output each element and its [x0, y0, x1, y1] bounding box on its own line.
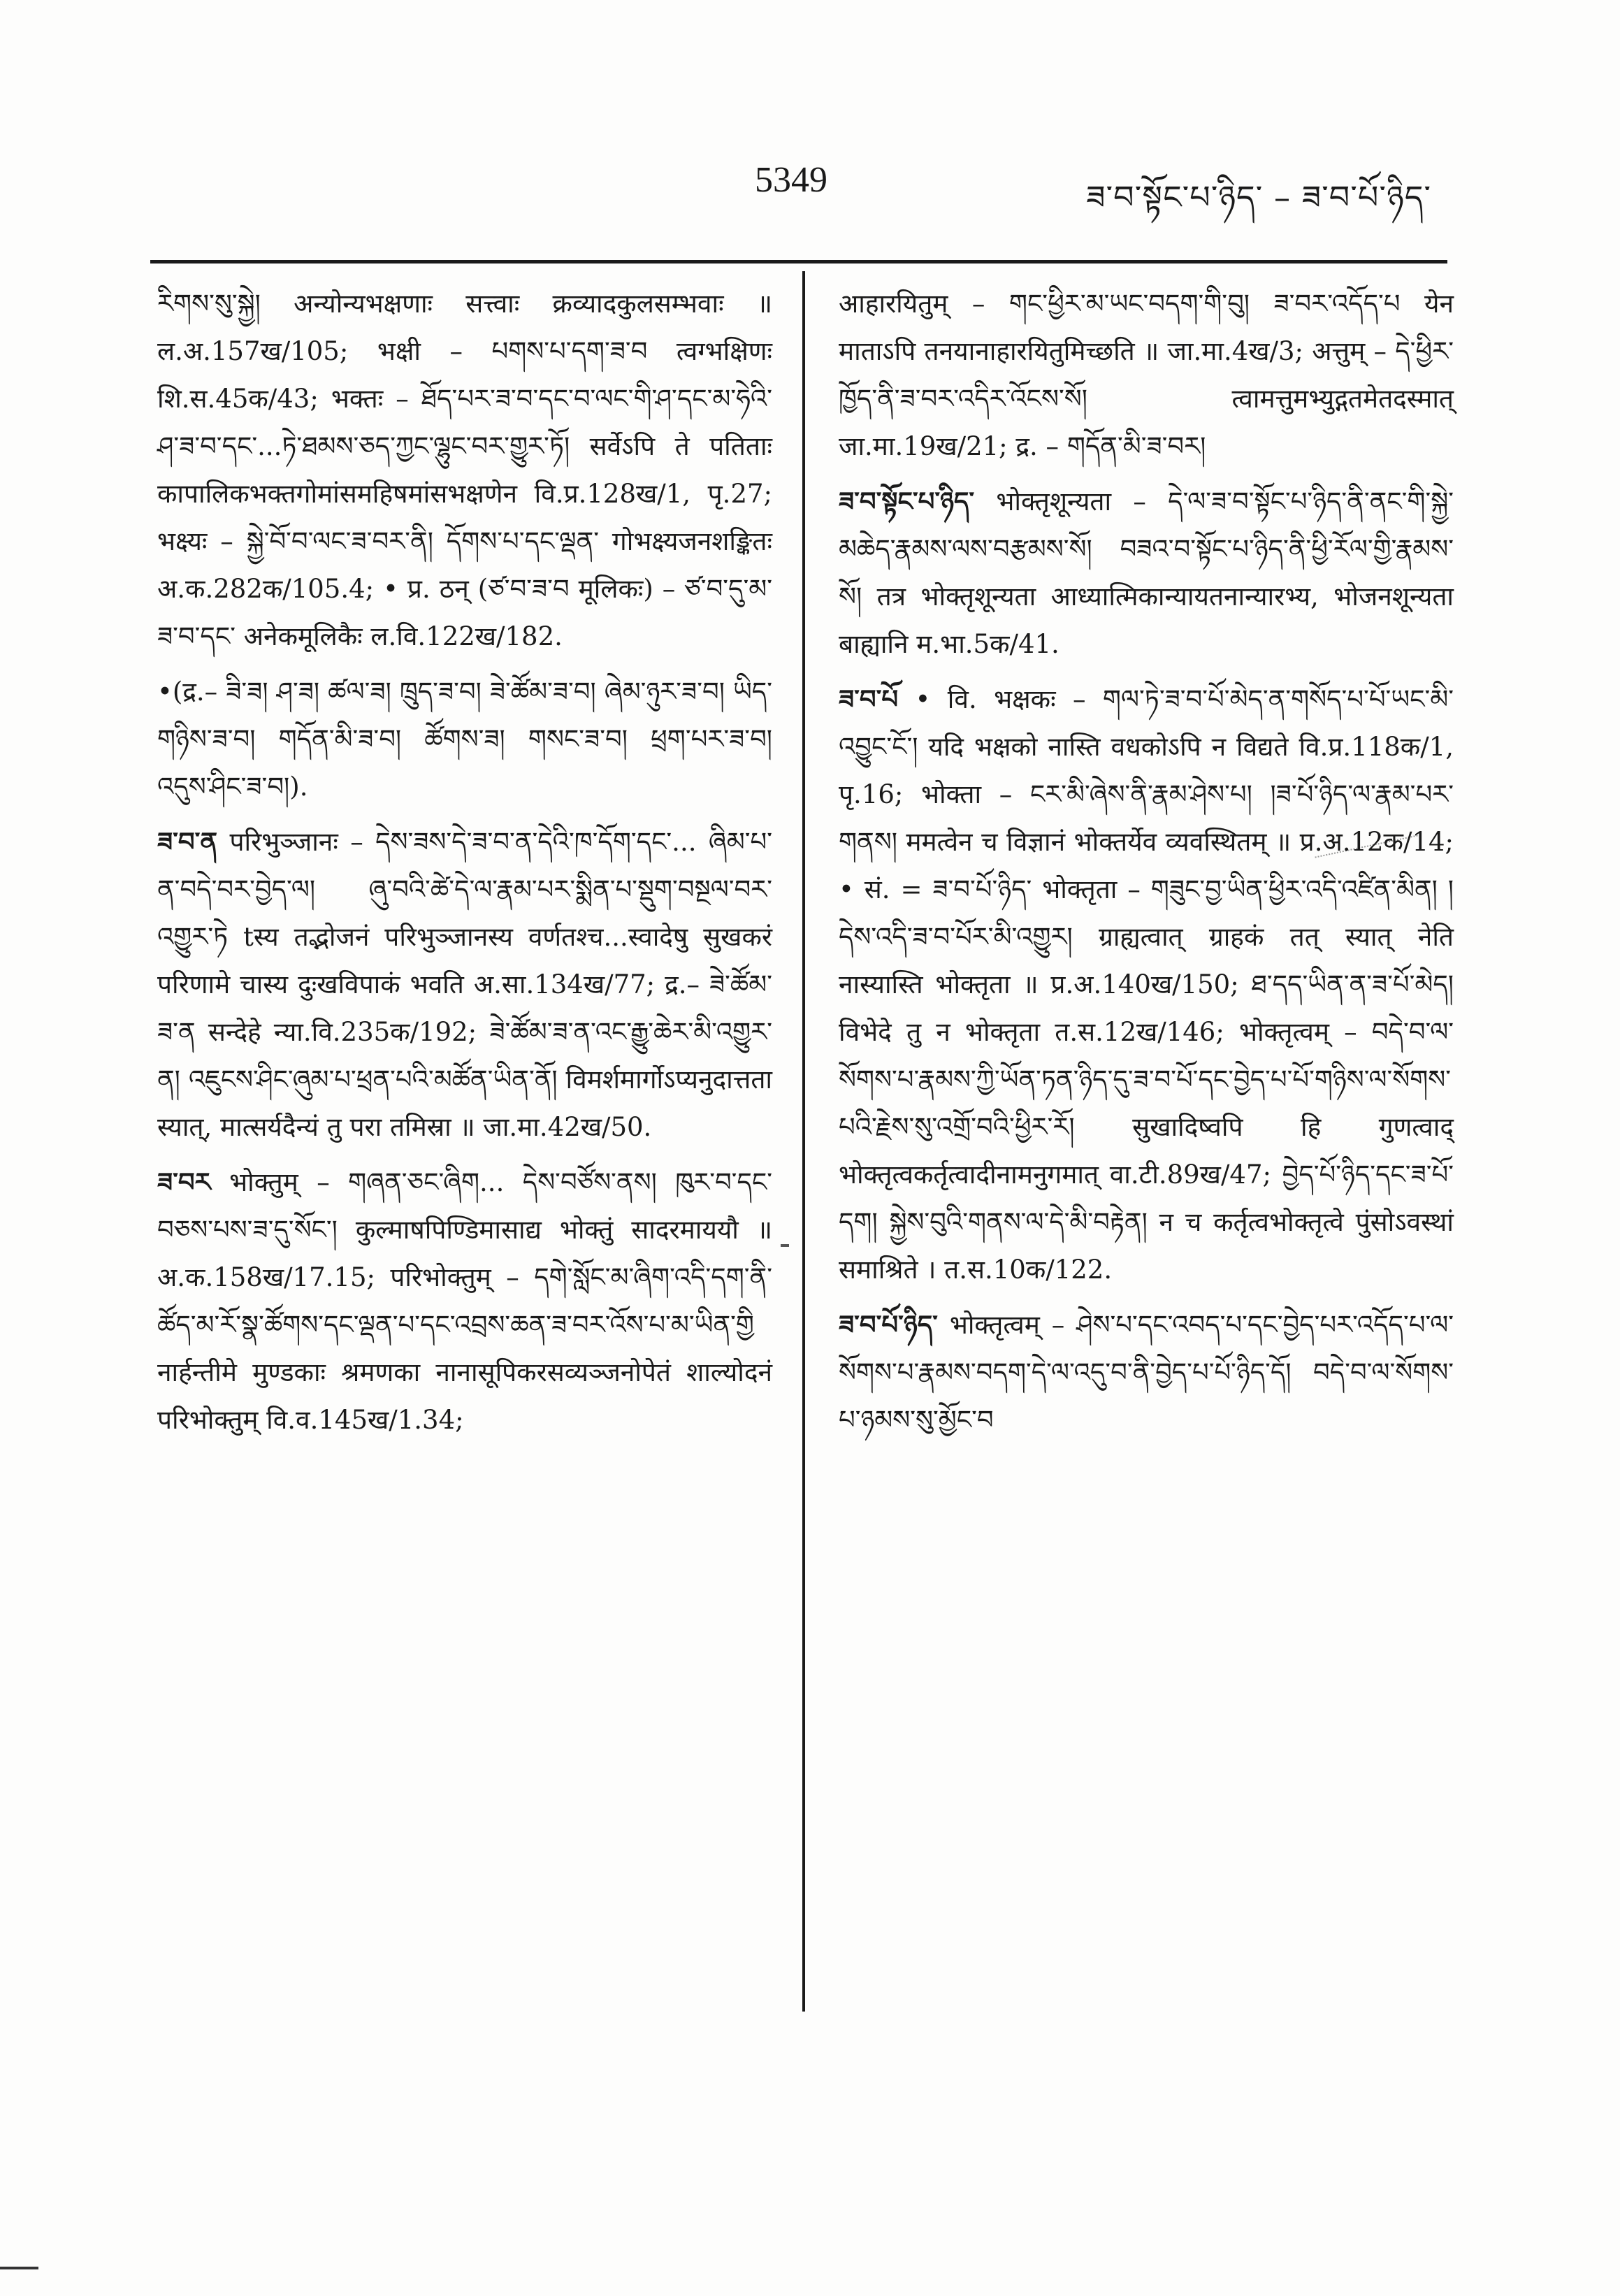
left-column [157, 280, 772, 1451]
entry-text: भोक्तुम् – གཞན་ཅང་ཞིག... དེས་བཙོས་ནས། ཁུར་བ་དང་བཅས་པས་ཟ་དུ་སོང་། कुल्माषपिण्डिमासाद्य भोक्तुं सादरमाययौ ॥ अ.क.158ख/17.15; परिभोक्तुम् – དགེ་སློང་མ་ཞིག་འདི་དག་ནི་ཚོད་མ་རོ་སྣ་ཚོགས་དང་ལྡན་པ་དང་འབྲས་ཆན་ཟ་བར་འོས་པ་མ་ཡིན་གྱི नार्हन्तीमे मुण्डकाः श्रमणका नानासूपिकरसव्यञ्जनोपेतं शाल्योदनं परिभोक्तुम् वि.व.145ख/1.34; [157, 1167, 772, 1435]
dictionary-entry [839, 477, 1454, 668]
entry-lemma: ཟ་བ་སྟོང་པ་ཉིད་ [839, 486, 975, 517]
dictionary-entry [157, 280, 772, 660]
header-rule [150, 260, 1447, 263]
entry-lemma: ཟ་བ་པོ [839, 684, 899, 714]
dictionary-entry [839, 280, 1454, 470]
page-number: 5349 [755, 160, 827, 200]
dictionary-entry [839, 675, 1454, 1294]
entry-text: རིགས་སུ་སྐྱེ། अन्योन्यभक्षणाः सत्त्वाः क्रव्यादकुलसम्भवाः ॥ ल.अ.157ख/105; भक्षी – པགས་པ་དག་ཟ་བ त्वग्भक्षिणः शि.स.45क/43; भक्तः – ཐོད་པར་ཟ་བ་དང་བ་ལང་གི་ཤ་དང་མ་ཧེའི་ཤ་ཟ་བ་དང་...ཏེ་ཐམས་ཅད་ཀྱང་ལྷུང་བར་གྱུར་ཏོ། सर्वेऽपि ते पतिताः कापालिकभक्तगोमांसमहिषमांसभक्षणेन वि.प्र.128ख/1, पृ.27; भक्ष्यः – སྐྱེ་བོ་བ་ལང་ཟ་བར་ནི། དོགས་པ་དང་ལྡན་ गोभक्ष्यजनशङ्कितः अ.क.282क/105.4; • प्र. ठन् (ཙ་བ་ཟ་བ मूलिकः) – ཙ་བ་དུ་མ་ཟ་བ་དང་ अनेकमूलिकैः ल.वि.122ख/182. [157, 289, 772, 651]
column-rule [802, 271, 805, 2012]
entry-text: भोक्तृशून्यता – དེ་ལ་ཟ་བ་སྟོང་པ་ཉིད་ནི་ནང་གི་སྐྱེ་མཆེད་རྣམས་ལས་བརྩམས་སོ། བཟའ་བ་སྟོང་པ་ཉིད་ནི་ཕྱི་རོལ་གྱི་རྣམས་སོ། तत्र भोक्तृशून्यता आध्यात्मिकान्यायतनान्यारभ्य, भोजनशून्यता बाह्यानि म.भा.5क/41. [839, 486, 1454, 659]
entry-text: •(द्र.– ཟི་ཟ། ཤ་ཟ། ཚལ་ཟ། ཁྲུད་ཟ་བ། ཟེ་ཚོམ་ཟ་བ། ཞེམ་ཉུར་ཟ་བ། ཡིད་གཉིས་ཟ་བ། གདོན་མི་ཟ་བ། ཚོགས་ཟ། གསང་ཟ་བ། ཕྲག་པར་ཟ་བ། འདུས་ཤིང་ཟ་བ།). [157, 677, 772, 802]
dictionary-entry [157, 1158, 772, 1444]
side-tick [781, 1244, 789, 1247]
dictionary-entry [839, 1301, 1454, 1444]
entry-lemma: ཟ་བར [157, 1167, 211, 1197]
right-column [839, 280, 1454, 1451]
entry-text: • वि. भक्षकः – གལ་ཏེ་ཟ་བ་པོ་མེད་ན་གསོད་པ་པོ་ཡང་མི་འབྱུང་ངོ་། यदि भक्षको नास्ति वधकोऽपि न विद्यते वि.प्र.118क/1, पृ.16; भोक्ता – ངར་མི་ཞེས་ནི་རྣམ་ཤེས་པ། །ཟ་པོ་ཉིད་ལ་རྣམ་པར་གནས། ममत्वेन च विज्ञानं भोक्तर्येव व्यवस्थितम् ॥ प्र.अ.12क/14; • सं. = ཟ་བ་པོ་ཉིད་ भोक्तृता – གཟུང་བྱ་ཡིན་ཕྱིར་འདི་འཛིན་མིན། །དེས་འདི་ཟ་བ་པོར་མི་འགྱུར། ग्राह्यत्वात् ग्राहकं तत् स्यात् नेति नास्यास्ति भोक्तृता ॥ प्र.अ.140ख/150; ཐ་དད་ཡིན་ན་ཟ་པོ་མེད། विभेदे तु न भोक्तृता त.स.12ख/146; भोक्तृत्वम् – བདེ་བ་ལ་སོགས་པ་རྣམས་ཀྱི་ཡོན་ཏན་ཉིད་དུ་ཟ་བ་པོ་དང་བྱེད་པ་པོ་གཉིས་ལ་སོགས་པའི་རྗེས་སུ་འགྲོ་བའི་ཕྱིར་རོ། सुखादिष्वपि हि गुणत्वाद् भोक्तृत्वकर्तृत्वादीनामनुगमात् वा.टी.89ख/47; བྱེད་པོ་ཉིད་དང་ཟ་པོ་དག། སྐྱེས་བུའི་གནས་ལ་དེ་མི་བརྟེན། न च कर्तृत्वभोक्तृत्वे पुंसोऽवस्थां समाश्रिते । त.स.10क/122. [839, 684, 1454, 1285]
entry-text: आहारयितुम् – གང་ཕྱིར་མ་ཡང་བདག་གི་བུ། ཟ་བར་འདོད་པ येन माताऽपि तनयानाहारयितुमिच्छति ॥ जा.मा.4ख/3; अत्तुम् – དེ་ཕྱིར་ཁྱོད་ནི་ཟ་བར་འདིར་འོངས་སོ། त्वामत्तुमभ्युद्गतमेतदस्मात् जा.मा.19ख/21; द्र. – གདོན་མི་ཟ་བར། [839, 289, 1454, 461]
entry-text: भोक्तृत्वम् – ཤེས་པ་དང་འབད་པ་དང་བྱེད་པར་འདོད་པ་ལ་སོགས་པ་རྣམས་བདག་དེ་ལ་འདུ་བ་ནི་བྱེད་པ་པོ་ཉིད་དོ། བདེ་བ་ལ་སོགས་པ་ཉམས་སུ་མྱོང་བ [839, 1310, 1454, 1435]
corner-mark [0, 2267, 38, 2269]
entry-lemma: ཟ་བ་པོ་ཉིད་ [839, 1309, 938, 1340]
running-head: ཟ་བ་སྟོང་པ་ཉིད་ – ཟ་བ་པོ་ཉིད་ [1085, 178, 1431, 216]
dictionary-entry [157, 667, 772, 811]
dictionary-entry [157, 818, 772, 1151]
entry-lemma: ཟ་བ་ན [157, 826, 218, 857]
entry-text: परिभुञ्जानः – དེས་ཟས་དེ་ཟ་བ་ན་དེའི་ཁ་དོག་དང་... ཞིམ་པ་ན་བདེ་བར་བྱེད་ལ། ཞུ་བའི་ཚེ་དེ་ལ་རྣམ་པར་སྨིན་པ་སྡུག་བསྔལ་བར་འགྱུར་ཏེ tस्य तद्भोजनं परिभुञ्जानस्य वर्णतश्च...स्वादेषु सुखकरं परिणामे चास्य दुःखविपाकं भवति अ.सा.134ख/77; द्र.– ཟེ་ཚོམ་ཟ་ན सन्देहे न्या.वि.235क/192; ཟེ་ཚོམ་ཟ་ན་འང་རྒྱུ་ཆེར་མི་འགྱུར་ན། འཇུངས་ཤིང་ཞུམ་པ་ཕྲན་པའི་མཚོན་ཡིན་ནོ། विमर्शमार्गोऽप्यनुदात्तता स्यात्, मात्सर्यदैन्यं तु परा तमिस्रा ॥ जा.मा.42ख/50. [157, 827, 772, 1142]
